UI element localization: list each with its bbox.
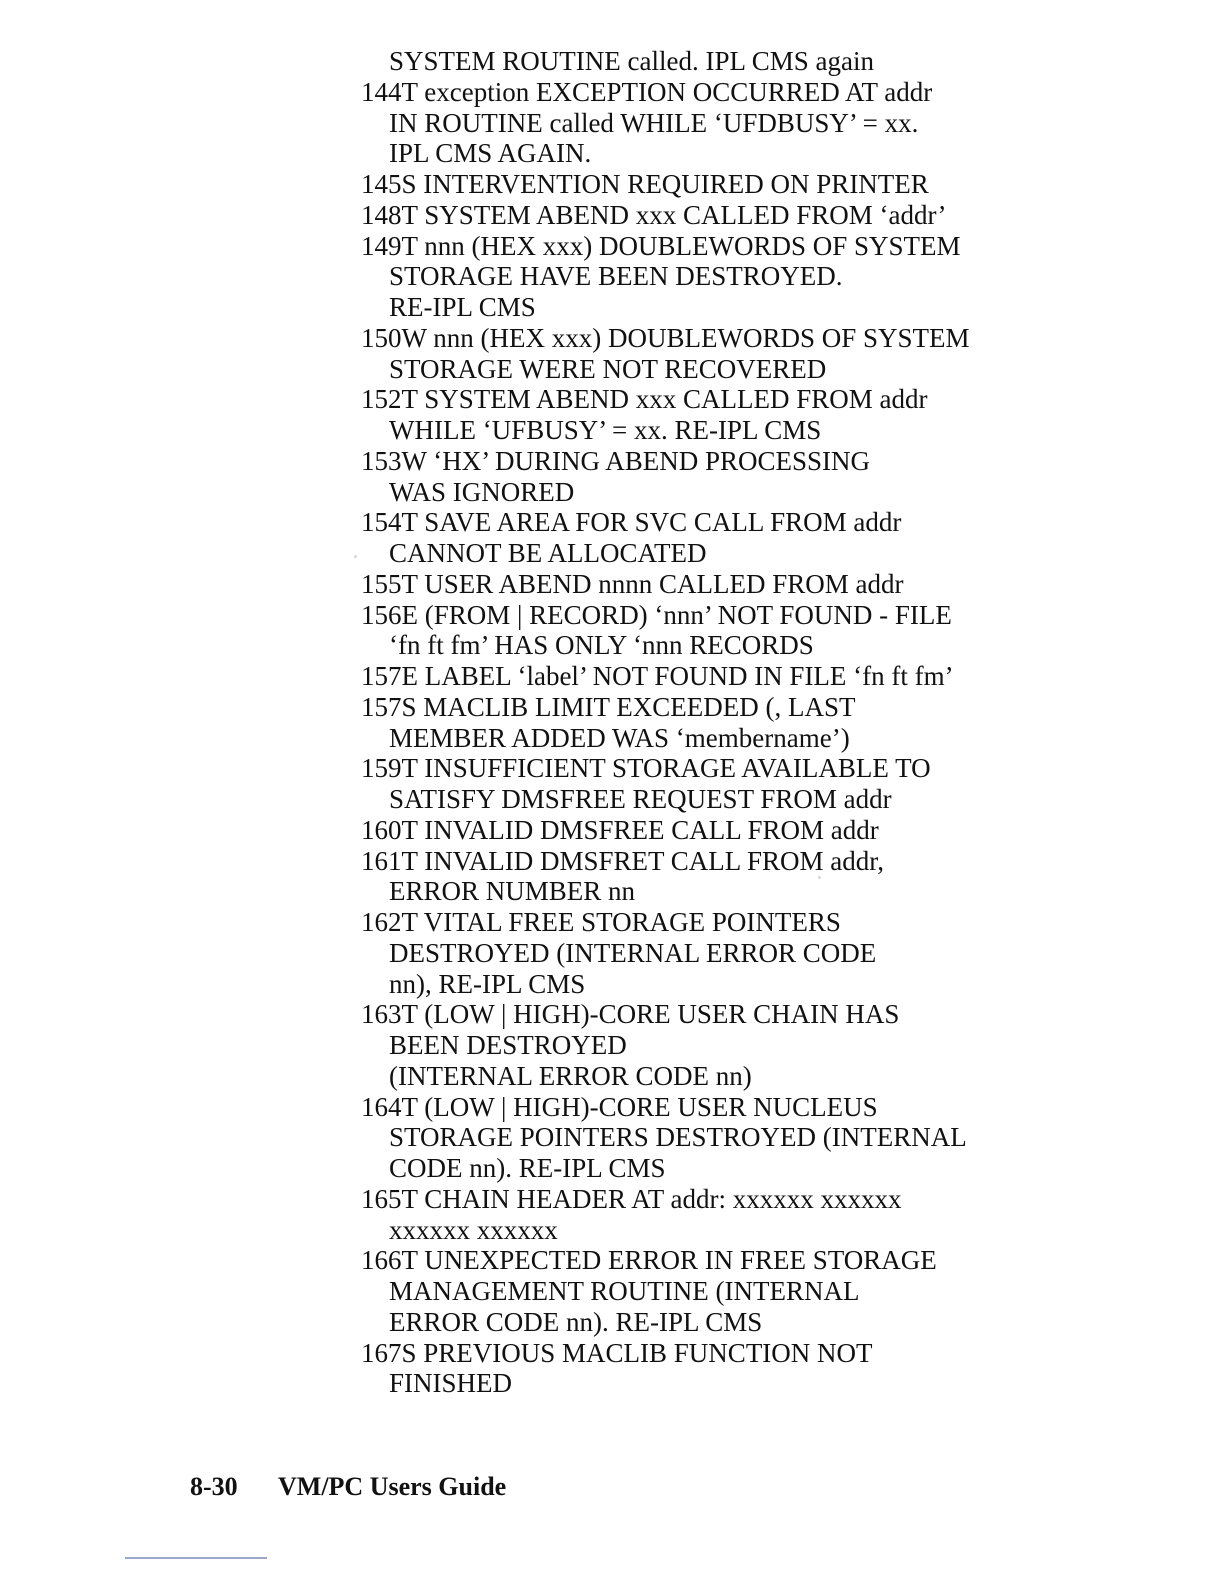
scan-speck bbox=[818, 876, 821, 879]
message-line: 164T (LOW | HIGH)-CORE USER NUCLEUS bbox=[361, 1091, 878, 1122]
message-continuation-line: BEEN DESTROYED bbox=[389, 1030, 627, 1060]
bottom-rule bbox=[125, 1557, 267, 1559]
message-continuation-line: STORAGE WERE NOT RECOVERED bbox=[389, 353, 827, 384]
message-continuation-line: MEMBER ADDED WAS ‘membername’) bbox=[389, 722, 850, 753]
message-line: 165T CHAIN HEADER AT addr: xxxxxx xxxxxx bbox=[361, 1183, 902, 1214]
message-line: 155T USER ABEND nnnn CALLED FROM addr bbox=[361, 568, 904, 599]
message-continuation-line: SYSTEM ROUTINE called. IPL CMS again bbox=[389, 46, 874, 76]
message-line: 162T VITAL FREE STORAGE POINTERS bbox=[361, 907, 841, 937]
message-continuation-line: FINISHED bbox=[389, 1368, 513, 1399]
page-footer bbox=[190, 1472, 506, 1502]
message-continuation-line: CODE nn). RE-IPL CMS bbox=[389, 1153, 666, 1183]
message-continuation-line: WHILE ‘UFBUSY’ = xx. RE-IPL CMS bbox=[389, 415, 822, 445]
message-continuation-line: RE-IPL CMS bbox=[389, 292, 536, 322]
message-continuation-line: WAS IGNORED bbox=[389, 476, 575, 507]
book-title: VM/PC Users Guide bbox=[278, 1472, 507, 1501]
message-continuation-line: IN ROUTINE called WHILE ‘UFDBUSY’ = xx. bbox=[389, 107, 919, 138]
message-line: 167S PREVIOUS MACLIB FUNCTION NOT bbox=[361, 1337, 873, 1368]
message-line: 144T exception EXCEPTION OCCURRED AT addr bbox=[361, 76, 933, 107]
message-line: 150W nnn (HEX xxx) DOUBLEWORDS OF SYSTEM bbox=[361, 322, 970, 353]
message-continuation-line: ERROR CODE nn). RE-IPL CMS bbox=[389, 1306, 763, 1337]
message-continuation-line: STORAGE POINTERS DESTROYED (INTERNAL bbox=[389, 1122, 967, 1153]
message-continuation-line: SATISFY DMSFREE REQUEST FROM addr bbox=[389, 784, 892, 814]
message-list bbox=[361, 46, 1021, 1399]
message-line: 157E LABEL ‘label’ NOT FOUND IN FILE ‘fn ft fm’ bbox=[361, 661, 954, 691]
message-line: 160T INVALID DMSFREE CALL FROM addr bbox=[361, 814, 879, 845]
message-continuation-line: IPL CMS AGAIN. bbox=[389, 138, 592, 169]
message-continuation-line: ‘fn ft fm’ HAS ONLY ‘nnn RECORDS bbox=[389, 630, 814, 661]
message-continuation-line: STORAGE HAVE BEEN DESTROYED. bbox=[389, 261, 843, 292]
message-continuation-line: nn), RE-IPL CMS bbox=[389, 968, 586, 999]
message-line: 161T INVALID DMSFRET CALL FROM addr, bbox=[361, 845, 884, 876]
message-continuation-line: xxxxxx xxxxxx bbox=[389, 1214, 558, 1245]
page-number: 8-30 bbox=[190, 1472, 238, 1501]
message-continuation-line: ERROR NUMBER nn bbox=[389, 876, 636, 907]
message-line: 166T UNEXPECTED ERROR IN FREE STORAGE bbox=[361, 1245, 937, 1276]
message-line: 153W ‘HX’ DURING ABEND PROCESSING bbox=[361, 445, 871, 476]
message-line: 148T SYSTEM ABEND xxx CALLED FROM ‘addr’ bbox=[361, 199, 947, 230]
message-line: 157S MACLIB LIMIT EXCEEDED (, LAST bbox=[361, 691, 856, 722]
scan-speck bbox=[354, 555, 357, 558]
message-line: 145S INTERVENTION REQUIRED ON PRINTER bbox=[361, 169, 929, 199]
message-line: 163T (LOW | HIGH)-CORE USER CHAIN HAS bbox=[361, 999, 900, 1030]
message-continuation-line: CANNOT BE ALLOCATED bbox=[389, 538, 707, 568]
message-line: 156E (FROM | RECORD) ‘nnn’ NOT FOUND - FILE bbox=[361, 599, 952, 630]
message-line: 154T SAVE AREA FOR SVC CALL FROM addr bbox=[361, 507, 902, 538]
message-line: 149T nnn (HEX xxx) DOUBLEWORDS OF SYSTEM bbox=[361, 230, 961, 261]
message-continuation-line: MANAGEMENT ROUTINE (INTERNAL bbox=[389, 1276, 860, 1306]
message-line: 159T INSUFFICIENT STORAGE AVAILABLE TO bbox=[361, 753, 931, 784]
message-line: 152T SYSTEM ABEND xxx CALLED FROM addr bbox=[361, 384, 928, 415]
message-continuation-line: (INTERNAL ERROR CODE nn) bbox=[389, 1060, 752, 1091]
message-continuation-line: DESTROYED (INTERNAL ERROR CODE bbox=[389, 937, 877, 968]
